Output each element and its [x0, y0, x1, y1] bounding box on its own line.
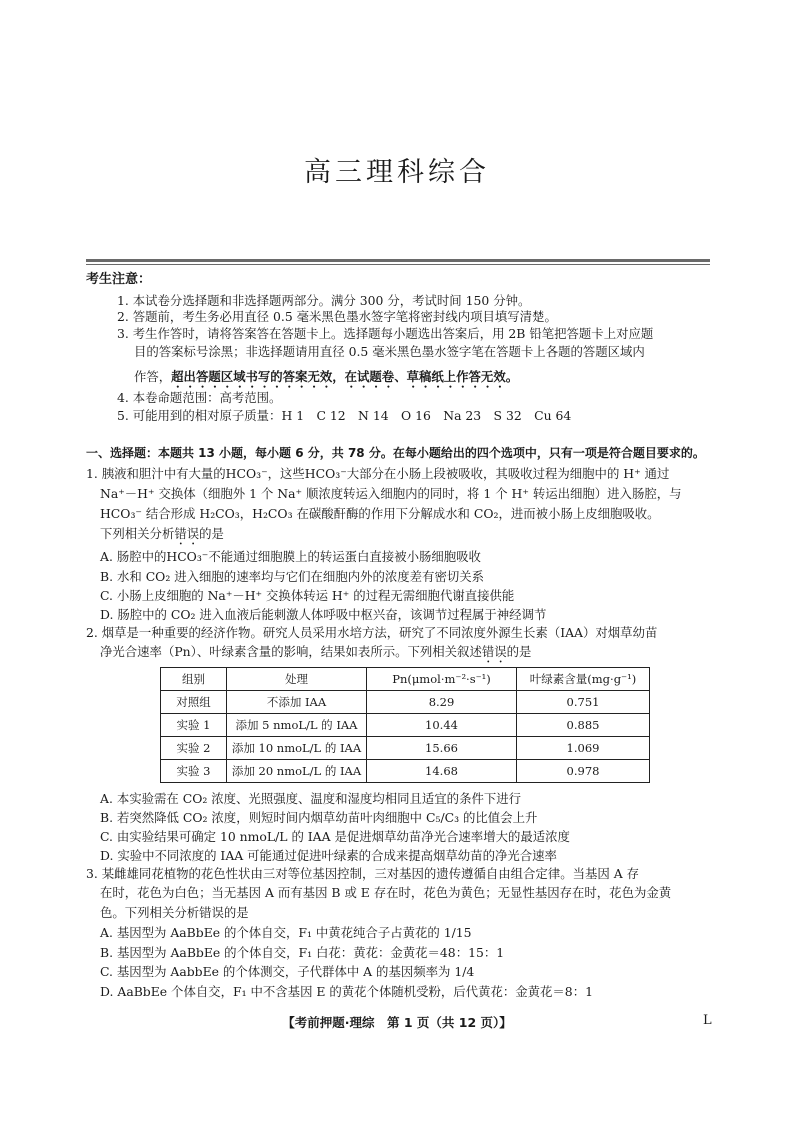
- table-cell: 添加 20 nmoL/L 的 IAA: [227, 760, 367, 783]
- q1-line-2: Na⁺－H⁺ 交换体（细胞外 1 个 Na⁺ 顺浓度转运入细胞内的同时，将 1 个 H⁺ 转运出细胞）进入肠腔，与: [100, 486, 682, 501]
- notice-emphasis: 超出答题区域书写的答案无效，在试题卷、草稿纸上作答无效。: [171, 369, 519, 384]
- title-divider-thin: [86, 264, 710, 265]
- table-cell: 添加 10 nmoL/L 的 IAA: [227, 737, 367, 760]
- table-cell: 8.29: [367, 691, 517, 714]
- table-cell: 0.751: [517, 691, 650, 714]
- q1-line-3: HCO₃⁻ 结合形成 H₂CO₃，H₂CO₃ 在碳酸酐酶的作用下分解成水和 CO₂，进而被小肠上皮细胞吸收。: [100, 506, 660, 521]
- table-cell: 实验 1: [161, 714, 227, 737]
- q2-line-2: [100, 644, 531, 666]
- title-divider-thick: [86, 259, 710, 262]
- q2-stem-suffix: 的是: [506, 644, 532, 659]
- notice-item-1: 1. 本试卷分选择题和非选择题两部分。满分 300 分，考试时间 150 分钟。: [117, 293, 531, 308]
- table-header: 处理: [227, 668, 367, 691]
- table-cell: 0.978: [517, 760, 650, 783]
- table-cell: 对照组: [161, 691, 227, 714]
- notice-item-2: 2. 答题前，考生务必用直径 0.5 毫米黑色墨水签字笔将密封线内项目填写清楚。: [117, 309, 557, 324]
- table-cell: 实验 2: [161, 737, 227, 760]
- table-row: [161, 737, 650, 760]
- q3-option-a: A. 基因型为 AaBbEe 的个体自交，F₁ 中黄花纯合子占黄花的 1/15: [100, 925, 472, 940]
- q2-option-d: D. 实验中不同浓度的 IAA 可能通过促进叶绿素的合成来提高烟草幼苗的净光合速率: [100, 848, 557, 863]
- q3-line-3: 色。下列相关分析错误的是: [100, 905, 249, 920]
- q2-stem-prefix: 净光合速率（Pn）、叶绿素含量的影响，结果如表所示。下列相关叙述: [100, 644, 482, 659]
- q2-option-a: A. 本实验需在 CO₂ 浓度、光照强度、温度和湿度均相同且适宜的条件下进行: [100, 791, 522, 806]
- q3-line-1: 3. 某雌雄同花植物的花色性状由三对等位基因控制，三对基因的遗传遵循自由组合定律。当基因 A 存: [86, 866, 639, 881]
- q3-option-b: B. 基因型为 AaBbEe 的个体自交，F₁ 白花：黄花：金黄花＝48：15：1: [100, 945, 505, 960]
- q2-option-b: B. 若突然降低 CO₂ 浓度，则短时间内烟草幼苗叶肉细胞中 C₅/C₃ 的比值会上升: [100, 810, 538, 825]
- q1-option-b: B. 水和 CO₂ 进入细胞的速率均与它们在细胞内外的浓度差有密切关系: [100, 569, 485, 584]
- table-header: 组别: [161, 668, 227, 691]
- q1-stem-prefix: 下列相关分析: [100, 526, 175, 541]
- table-cell: 10.44: [367, 714, 517, 737]
- q3-line-2: 在时，花色为白色；当无基因 A 而有基因 B 或 E 存在时，花色为黄色；无显性基因存在时，花色为金黄: [100, 885, 672, 900]
- q2-stem-emphasis: 错误: [481, 644, 507, 659]
- q1-line-1: 1. 胰液和胆汁中有大量的HCO₃⁻，这些HCO₃⁻大部分在小肠上段被吸收，其吸收过程为细胞中的 H⁺ 通过: [86, 466, 670, 481]
- q1-option-a: A. 肠腔中的HCO₃⁻不能通过细胞膜上的转运蛋白直接被小肠细胞吸收: [100, 549, 481, 564]
- q1-stem-suffix: 的是: [199, 526, 224, 541]
- q1-option-c: C. 小肠上皮细胞的 Na⁺－H⁺ 交换体转运 H⁺ 的过程无需细胞代谢直接供能: [100, 588, 515, 603]
- q1-stem: [100, 526, 224, 548]
- notice-heading: 考生注意：: [86, 272, 152, 287]
- notice-item-3-prefix: 作答，: [134, 369, 172, 384]
- table-header: Pn(μmol·m⁻²·s⁻¹): [367, 668, 517, 691]
- table-header: 叶绿素含量(mg·g⁻¹): [517, 668, 650, 691]
- table-cell: 添加 5 nmoL/L 的 IAA: [227, 714, 367, 737]
- table-cell: 实验 3: [161, 760, 227, 783]
- q2-option-c: C. 由实验结果可确定 10 nmoL/L 的 IAA 是促进烟草幼苗净光合速率增大的最适浓度: [100, 829, 570, 844]
- footer-mark: L: [703, 1013, 712, 1028]
- table-cell: 14.68: [367, 760, 517, 783]
- table-cell: 0.885: [517, 714, 650, 737]
- notice-item-5: 5. 可能用到的相对原子质量：H 1 C 12 N 14 O 16 Na 23 S 32 Cu 64: [117, 408, 572, 423]
- table-cell: 不添加 IAA: [227, 691, 367, 714]
- q3-option-d: D. AaBbEe 个体自交，F₁ 中不含基因 E 的黄花个体随机受粉，后代黄花：金黄花＝8：1: [100, 984, 593, 999]
- table-row: [161, 691, 650, 714]
- notice-item-3-cont: 目的答案标号涂黑；非选择题请用直径 0.5 毫米黑色墨水签字笔在答题卡上各题的答题区域内: [134, 344, 645, 359]
- iaa-results-table: [160, 667, 650, 783]
- table-row: [161, 760, 650, 783]
- table-cell: 15.66: [367, 737, 517, 760]
- q1-stem-emphasis: 错误: [174, 526, 200, 541]
- table-row: [161, 714, 650, 737]
- table-cell: 1.069: [517, 737, 650, 760]
- page-title: 高三理科综合: [304, 157, 490, 188]
- page-footer: 【考前押题·理综 第 1 页（共 12 页）】: [282, 1015, 512, 1030]
- section-heading: 一、选择题：本题共 13 小题，每小题 6 分，共 78 分。在每小题给出的四个选项中，只有一项是符合题目要求的。: [86, 446, 705, 460]
- notice-item-3-end: [134, 369, 518, 391]
- table-header-row: [161, 668, 650, 691]
- q1-option-d: D. 肠腔中的 CO₂ 进入血液后能刺激人体呼吸中枢兴奋，该调节过程属于神经调节: [100, 607, 547, 622]
- q2-line-1: 2. 烟草是一种重要的经济作物。研究人员采用水培方法，研究了不同浓度外源生长素（IAA）对烟草幼苗: [86, 625, 658, 640]
- q3-option-c: C. 基因型为 AabbEe 的个体测交，子代群体中 A 的基因频率为 1/4: [100, 964, 475, 979]
- notice-item-4: 4. 本卷命题范围：高考范围。: [117, 390, 282, 405]
- notice-item-3: 3. 考生作答时，请将答案答在答题卡上。选择题每小题选出答案后，用 2B 铅笔把答题卡上对应题: [117, 326, 654, 341]
